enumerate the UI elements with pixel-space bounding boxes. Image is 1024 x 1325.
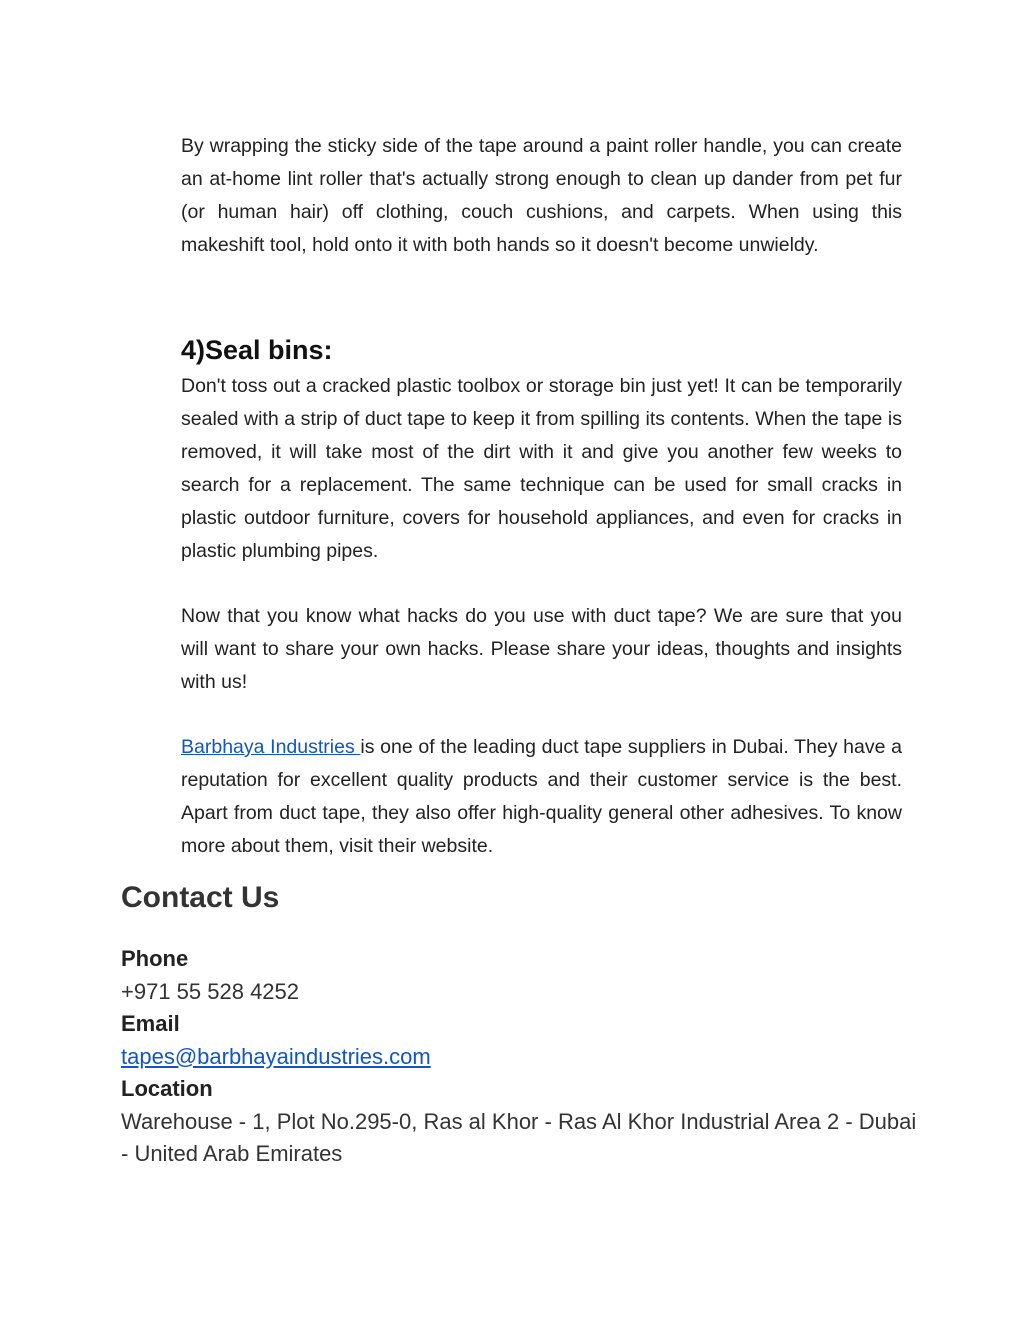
paragraph-barbhaya: [181, 731, 902, 863]
contact-us-heading: Contact Us: [121, 881, 280, 914]
paragraph-share-hacks: Now that you know what hacks do you use with duct tape? We are sure that you will want to share your own hacks. Please share your ideas, thoughts and insights with us!: [181, 605, 902, 693]
email-link[interactable]: tapes@barbhayaindustries.com: [121, 1043, 431, 1069]
phone-label: Phone: [121, 946, 189, 971]
paragraph-seal-bins: Don't toss out a cracked plastic toolbox or storage bin just yet! It can be temporarily sealed with a strip of duct tape to keep it from spilling its contents. When the tape is removed, it will take most of the dirt with it and give you another few weeks to search for a replacement. The same technique can be used for small cracks in plastic outdoor furniture, covers for household appliances, and even for cracks in plastic plumbing pipes.: [181, 375, 902, 562]
email-label: Email: [121, 1011, 180, 1036]
paragraph-barbhaya-text: is one of the leading duct tape suppliers in Dubai. They have a reputation for excellent quality products and their customer service is the best. Apart from duct tape, they also offer high-quality general other adhesives. To know more about them, visit their website.: [181, 736, 902, 857]
location-label: Location: [121, 1076, 213, 1101]
heading-seal-bins: 4)Seal bins:: [181, 335, 333, 365]
paragraph-lint-roller: By wrapping the sticky side of the tape around a paint roller handle, you can create an at-home lint roller that's actually strong enough to clean up dander from pet fur (or human hair) off clothing, couch cushions, and carpets. When using this makeshift tool, hold onto it with both hands so it doesn't become unwieldy.: [181, 135, 902, 256]
location-value: Warehouse - 1, Plot No.295-0, Ras al Khor - Ras Al Khor Industrial Area 2 - Dubai - United Arab Emirates: [121, 1108, 917, 1166]
barbhaya-industries-link[interactable]: Barbhaya Industries: [181, 736, 361, 758]
contact-details: [121, 943, 921, 1171]
phone-value: +971 55 528 4252: [121, 978, 300, 1004]
